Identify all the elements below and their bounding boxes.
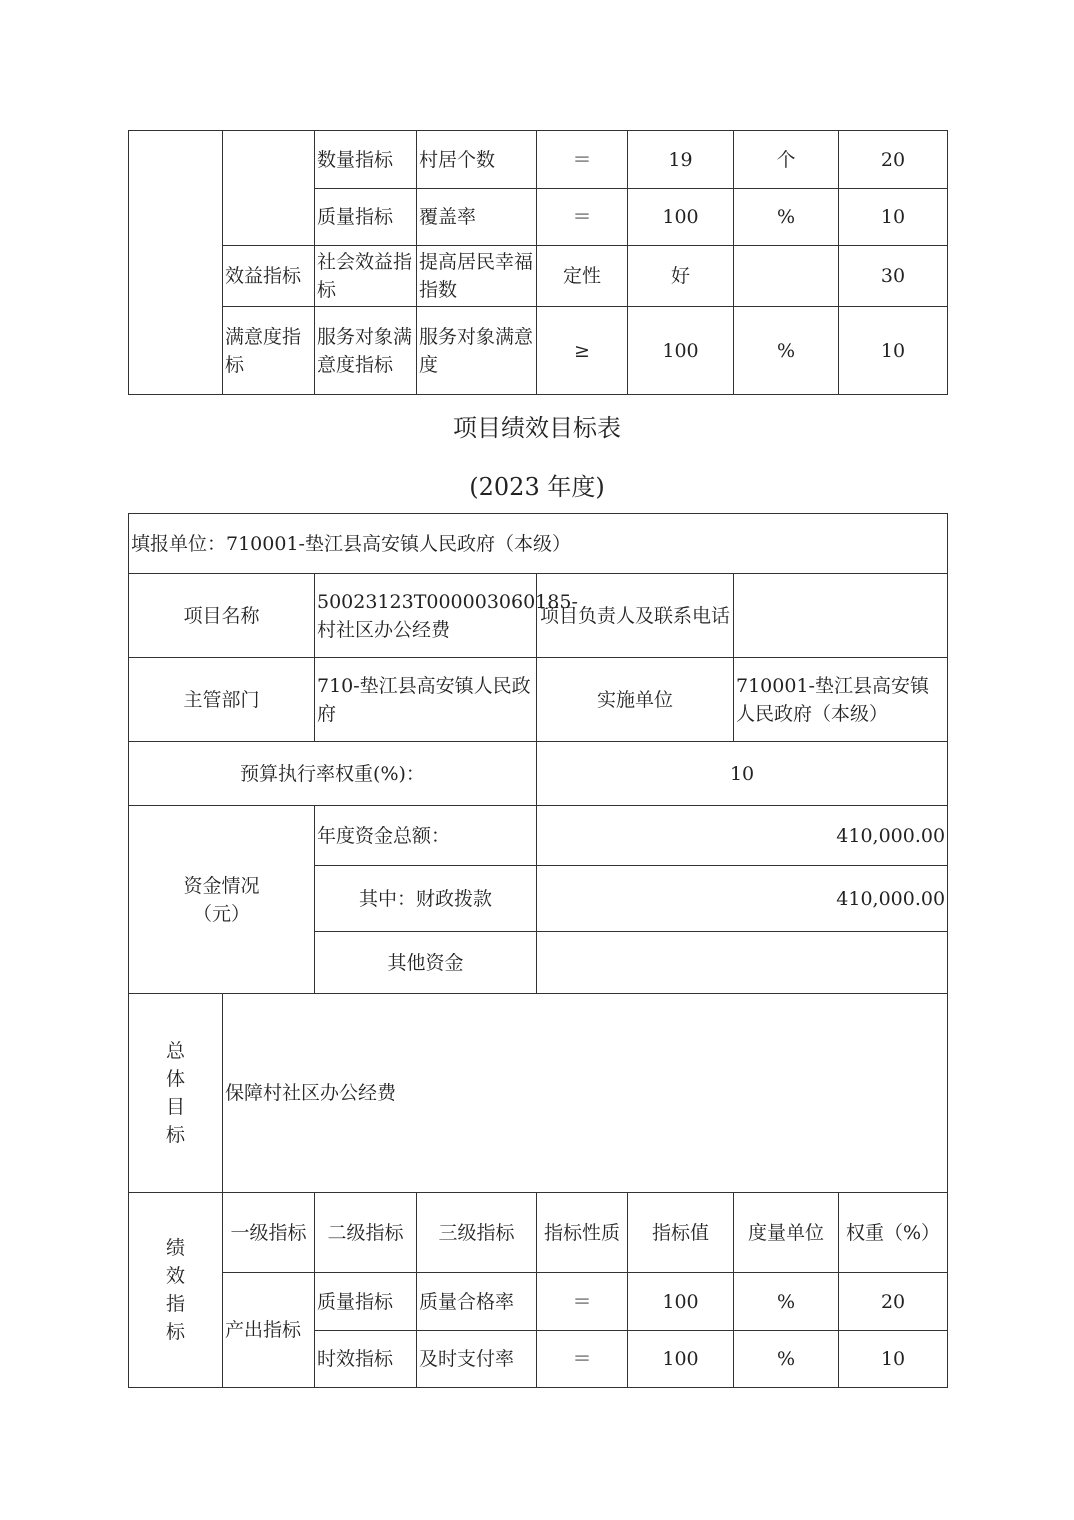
table-row [129, 131, 948, 189]
indicator-nature: 定性 [537, 246, 628, 307]
overall-goal-label [129, 994, 223, 1193]
contact-value [734, 574, 948, 658]
table-row [129, 994, 948, 1193]
funds-label [129, 806, 315, 994]
indicator-nature: ＝ [537, 131, 628, 189]
table-row [129, 1273, 948, 1331]
indicator-weight: 10 [839, 189, 948, 246]
funds-label-text: 资金情况（元） [183, 874, 260, 925]
level3-indicator: 质量合格率 [417, 1273, 537, 1331]
performance-goal-table [128, 513, 948, 1388]
other-funds-value [537, 932, 948, 994]
indicator-weight: 30 [839, 246, 948, 307]
level3-indicator: 及时支付率 [417, 1331, 537, 1388]
indicator-value: 100 [628, 1273, 734, 1331]
filing-unit: 填报单位：710001-垫江县高安镇人民政府（本级） [129, 514, 948, 574]
contact-label: 项目负责人及联系电话 [537, 574, 734, 658]
table-row [129, 307, 948, 395]
indicator-weight: 20 [839, 131, 948, 189]
indicator-unit: 个 [734, 131, 839, 189]
level1-indicator: 效益指标 [223, 246, 315, 307]
indicator-weight: 20 [839, 1273, 948, 1331]
impl-value: 710001-垫江县高安镇人民政府（本级） [734, 658, 948, 742]
level3-indicator: 服务对象满意度 [417, 307, 537, 395]
page-subtitle-year: (2023 年度) [469, 473, 605, 501]
blank-cell [223, 131, 315, 246]
header-level1: 一级指标 [223, 1193, 315, 1273]
fiscal-value: 410,000.00 [537, 866, 948, 932]
indicator-value: 100 [628, 189, 734, 246]
level3-indicator: 提高居民幸福指数 [417, 246, 537, 307]
table-row [129, 1193, 948, 1273]
page-title: 项目绩效目标表 [453, 414, 621, 442]
overall-goal-text: 保障村社区办公经费 [223, 994, 948, 1193]
perf-indicator-label-text: 绩效指标 [165, 1237, 185, 1343]
indicator-table-continued [128, 130, 948, 395]
perf-indicator-label [129, 1193, 223, 1388]
other-funds-label: 其他资金 [315, 932, 537, 994]
indicator-value: 19 [628, 131, 734, 189]
indicator-nature: ＝ [537, 1331, 628, 1388]
level2-indicator: 质量指标 [315, 1273, 417, 1331]
level3-indicator: 村居个数 [417, 131, 537, 189]
indicator-unit: % [734, 1331, 839, 1388]
annual-total-label: 年度资金总额： [315, 806, 537, 866]
indicator-nature: ＝ [537, 189, 628, 246]
table-row [129, 806, 948, 866]
header-nature: 指标性质 [537, 1193, 628, 1273]
level2-indicator: 社会效益指标 [315, 246, 417, 307]
blank-cell [129, 131, 223, 395]
indicator-value: 好 [628, 246, 734, 307]
budget-weight-label: 预算执行率权重(%)： [129, 742, 537, 806]
table-row [129, 574, 948, 658]
indicator-weight: 10 [839, 307, 948, 395]
impl-label: 实施单位 [537, 658, 734, 742]
indicator-nature: ＝ [537, 1273, 628, 1331]
indicator-value: 100 [628, 307, 734, 395]
indicator-unit: % [734, 1273, 839, 1331]
level2-indicator: 服务对象满意度指标 [315, 307, 417, 395]
annual-total-value: 410,000.00 [537, 806, 948, 866]
level1-indicator: 满意度指标 [223, 307, 315, 395]
table-row [129, 658, 948, 742]
indicator-value: 100 [628, 1331, 734, 1388]
table-row [129, 246, 948, 307]
indicator-unit [734, 246, 839, 307]
dept-label: 主管部门 [129, 658, 315, 742]
header-unit: 度量单位 [734, 1193, 839, 1273]
budget-weight-value: 10 [537, 742, 948, 806]
indicator-unit: % [734, 189, 839, 246]
output-indicator-label: 产出指标 [223, 1273, 315, 1388]
overall-goal-label-text: 总体目标 [165, 1040, 185, 1146]
project-name: 50023123T000003060185-村社区办公经费 [315, 574, 537, 658]
header-level3: 三级指标 [417, 1193, 537, 1273]
dept-value: 710-垫江县高安镇人民政府 [315, 658, 537, 742]
indicator-nature: ≥ [537, 307, 628, 395]
level3-indicator: 覆盖率 [417, 189, 537, 246]
header-value: 指标值 [628, 1193, 734, 1273]
level2-indicator: 时效指标 [315, 1331, 417, 1388]
fiscal-label: 其中：财政拨款 [315, 866, 537, 932]
indicator-weight: 10 [839, 1331, 948, 1388]
header-weight: 权重（%） [839, 1193, 948, 1273]
level2-indicator: 数量指标 [315, 131, 417, 189]
level2-indicator: 质量指标 [315, 189, 417, 246]
project-name-label: 项目名称 [129, 574, 315, 658]
indicator-unit: % [734, 307, 839, 395]
table-row [129, 742, 948, 806]
header-level2: 二级指标 [315, 1193, 417, 1273]
table-row [129, 514, 948, 574]
